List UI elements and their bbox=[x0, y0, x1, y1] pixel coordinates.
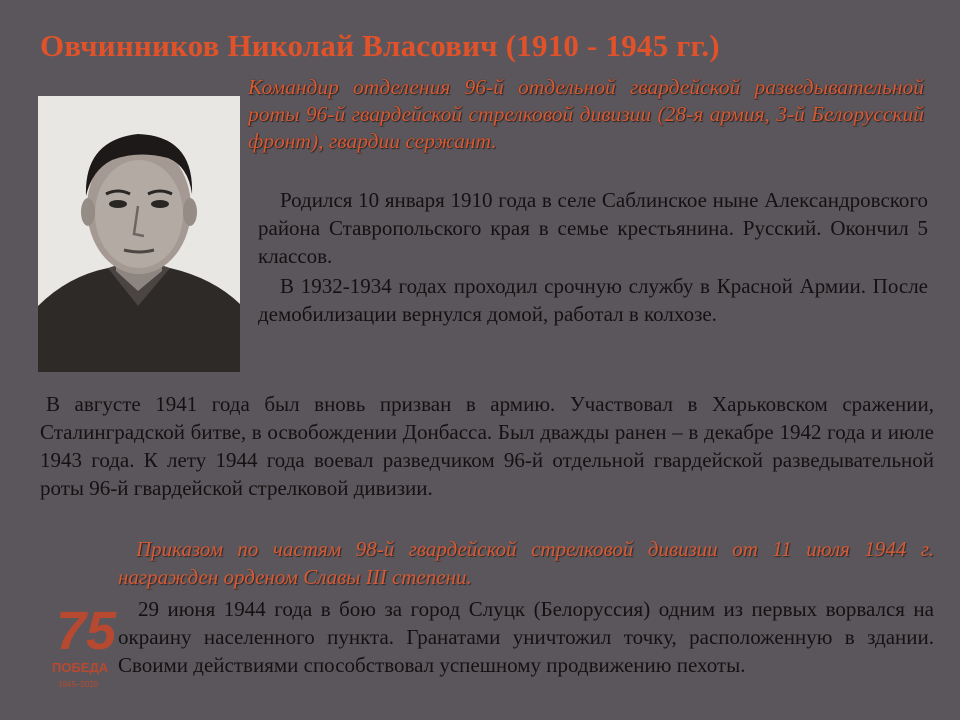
paragraph-feat: 29 июня 1944 года в бою за город Слуцк (Белоруссия) одним из первых ворвался на окраину населенного пункта. Гранатами уничтожил точку, расположенную в здании. Своими действиями способствовал успешному продвижению пехоты. bbox=[118, 597, 934, 677]
paragraph-war: В августе 1941 года был вновь призван в армию. Участвовал в Харьковском сражении, Сталинградской битве, в освобождении Донбасса. Был дважды ранен – в декабре 1942 года и июле 1943 года. К лету 1944 года воевал разведчиком 96-й отдельной гвардейской разведывательной роты 96-й гвардейской стрелковой дивизии. bbox=[40, 392, 934, 500]
portrait-photo bbox=[38, 96, 240, 372]
paragraph-birth: Родился 10 января 1910 года в селе Саблинское ныне Александровского района Ставропольского края в семье крестьянина. Русский. Окончил 5 классов. bbox=[258, 188, 928, 268]
paragraph-service: В 1932-1934 годах проходил срочную службу в Красной Армии. После демобилизации вернулся домой, работал в колхозе. bbox=[258, 274, 928, 326]
victory-75-logo bbox=[52, 601, 128, 696]
logo-word: ПОБЕДА bbox=[52, 660, 109, 675]
award-text: Приказом по частям 98-й гвардейской стрелковой дивизии от 11 июля 1944 г. награжден орденом Славы III степени. bbox=[118, 537, 934, 589]
logo-number: 75 bbox=[56, 601, 117, 661]
page-title: Овчинников Николай Власович (1910 - 1945 гг.) bbox=[40, 28, 720, 63]
rank-description: Командир отделения 96-й отдельной гвардейской разведывательной роты 96-й гвардейской стрелковой дивизии (28-я армия, 3-й Белорусский фронт), гвардии сержант. bbox=[248, 75, 924, 153]
logo-years: 1945–2020 bbox=[58, 680, 99, 689]
